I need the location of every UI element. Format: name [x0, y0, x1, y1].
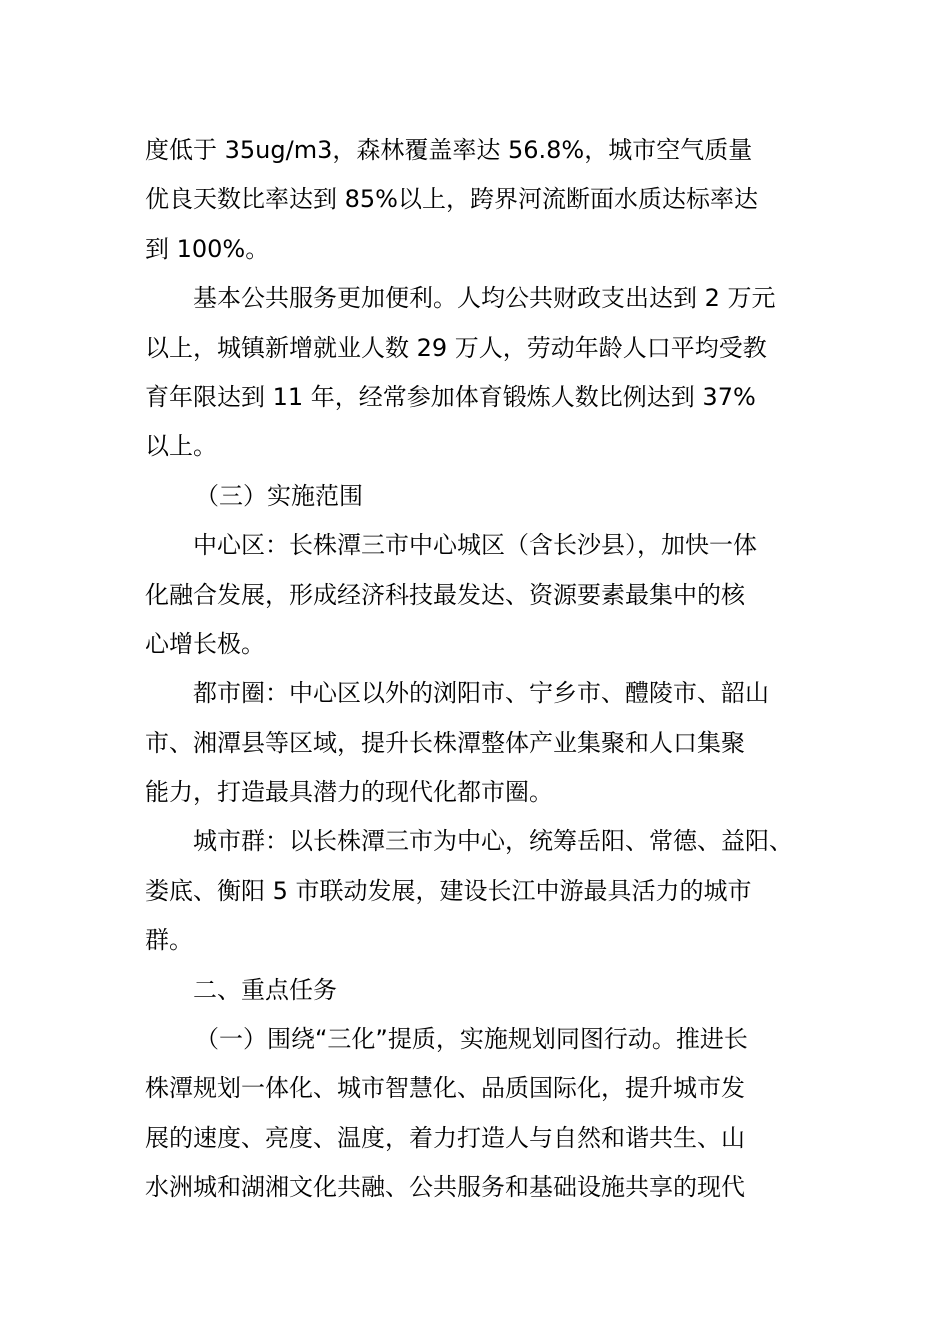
text-line: 娄底、衡阳 5 市联动发展，建设长江中游最具活力的城市 — [145, 876, 752, 905]
text-line: 展的速度、亮度、温度，着力打造人与自然和谐共生、山 — [145, 1123, 745, 1152]
paragraph-first-line: 城市群：以长株潭三市为中心，统筹岳阳、常德、益阳、 — [193, 827, 793, 856]
text-line: 水洲城和湖湘文化共融、公共服务和基础设施共享的现代 — [145, 1173, 745, 1202]
text-line: 心增长极。 — [145, 629, 265, 658]
text-line: 以上。 — [145, 432, 217, 461]
body-text — [145, 126, 810, 1213]
text-line: 度低于 35ug/m3，森林覆盖率达 56.8%，城市空气质量 — [145, 136, 753, 164]
section-heading: 二、重点任务 — [193, 975, 337, 1004]
text-line: 化融合发展，形成经济科技最发达、资源要素最集中的核 — [145, 580, 745, 609]
text-line: 以上，城镇新增就业人数 29 万人，劳动年龄人口平均受教 — [145, 333, 767, 362]
paragraph-first-line: （一）围绕“三化”提质，实施规划同图行动。推进长 — [195, 1025, 748, 1054]
text-line: 优良天数比率达到 85%以上，跨界河流断面水质达标率达 — [145, 185, 758, 214]
paragraph-first-line: 基本公共服务更加便利。人均公共财政支出达到 2 万元 — [193, 284, 776, 313]
text-line: 育年限达到 11 年，经常参加体育锻炼人数比例达到 37% — [145, 382, 756, 411]
paragraph-first-line: 中心区：长株潭三市中心城区（含长沙县），加快一体 — [193, 531, 757, 560]
text-line: 群。 — [145, 926, 193, 955]
text-line: 能力，打造最具潜力的现代化都市圈。 — [145, 778, 553, 807]
paragraph-first-line: 都市圈：中心区以外的浏阳市、宁乡市、醴陵市、韶山 — [193, 679, 769, 708]
text-line: 市、湘潭县等区域，提升长株潭整体产业集聚和人口集聚 — [145, 728, 745, 757]
section-heading: （三）实施范围 — [195, 481, 363, 510]
text-line: 到 100%。 — [145, 234, 270, 263]
text-line: 株潭规划一体化、城市智慧化、品质国际化，提升城市发 — [145, 1074, 745, 1103]
